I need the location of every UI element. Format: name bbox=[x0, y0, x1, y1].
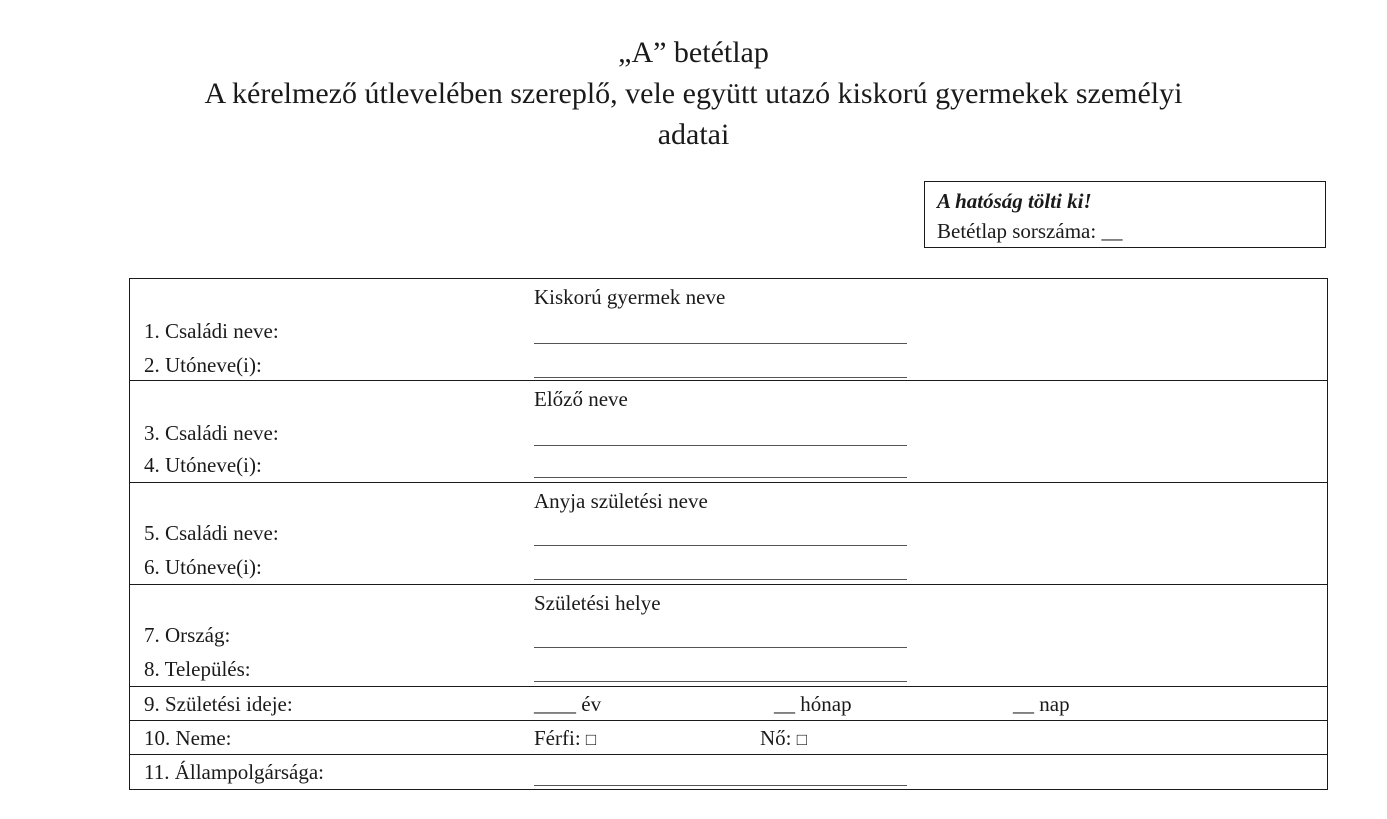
section-child-name bbox=[130, 279, 1327, 381]
previous-family-name-label: 3. Családi neve: bbox=[144, 421, 279, 445]
document-subtitle-continued: adatai bbox=[657, 118, 730, 151]
section-mother-birth-name bbox=[130, 483, 1327, 585]
section-heading-child-name: Kiskorú gyermek neve bbox=[534, 285, 726, 309]
section-previous-name bbox=[130, 381, 1327, 483]
birth-date-label: 9. Születési ideje: bbox=[144, 692, 293, 716]
citizenship-label: 11. Állampolgársága: bbox=[144, 760, 325, 784]
previous-given-names-label: 4. Utóneve(i): bbox=[144, 453, 262, 477]
sex-label: 10. Neme: bbox=[144, 726, 232, 750]
male-option bbox=[534, 726, 596, 752]
previous-given-names-input[interactable] bbox=[534, 477, 907, 478]
document-subtitle: A kérelmező útlevelében szereplő, vele együtt utazó kiskorú gyermekek személyi bbox=[204, 77, 1183, 110]
row-citizenship bbox=[130, 755, 1327, 789]
citizenship-input[interactable] bbox=[534, 785, 907, 786]
female-checkbox[interactable]: □ bbox=[796, 730, 808, 749]
authority-use-box bbox=[924, 181, 1326, 248]
section-heading-birth-place: Születési helye bbox=[534, 591, 661, 615]
document-header bbox=[0, 32, 1387, 155]
child-given-names-label: 2. Utóneve(i): bbox=[144, 353, 262, 377]
child-family-name-label: 1. Családi neve: bbox=[144, 319, 279, 343]
section-heading-mother-birth-name: Anyja születési neve bbox=[534, 489, 708, 513]
female-option-label: Nő: bbox=[760, 726, 792, 750]
insert-serial-number-field[interactable]: Betétlap sorszáma: __ bbox=[937, 219, 1123, 243]
birth-settlement-input[interactable] bbox=[534, 681, 907, 682]
mother-given-names-label: 6. Utóneve(i): bbox=[144, 555, 262, 579]
section-birth-place bbox=[130, 585, 1327, 687]
section-heading-previous-name: Előző neve bbox=[534, 387, 628, 411]
row-birth-date bbox=[130, 687, 1327, 721]
child-family-name-input[interactable] bbox=[534, 343, 907, 344]
birth-settlement-label: 8. Település: bbox=[144, 657, 251, 681]
birth-country-label: 7. Ország: bbox=[144, 623, 231, 647]
child-data-form bbox=[129, 278, 1328, 790]
child-given-names-input[interactable] bbox=[534, 377, 907, 378]
mother-family-name-label: 5. Családi neve: bbox=[144, 521, 279, 545]
birth-country-input[interactable] bbox=[534, 647, 907, 648]
female-option bbox=[760, 726, 807, 752]
authority-use-heading: A hatóság tölti ki! bbox=[937, 189, 1092, 213]
row-sex bbox=[130, 721, 1327, 755]
mother-given-names-input[interactable] bbox=[534, 579, 907, 580]
birth-year-input[interactable]: ____ év bbox=[534, 692, 602, 716]
document-title: „A” betétlap bbox=[618, 36, 769, 69]
birth-day-input[interactable]: __ nap bbox=[1013, 692, 1070, 716]
birth-month-input[interactable]: __ hónap bbox=[774, 692, 852, 716]
male-checkbox[interactable]: □ bbox=[585, 730, 597, 749]
mother-family-name-input[interactable] bbox=[534, 545, 907, 546]
previous-family-name-input[interactable] bbox=[534, 445, 907, 446]
male-option-label: Férfi: bbox=[534, 726, 581, 750]
